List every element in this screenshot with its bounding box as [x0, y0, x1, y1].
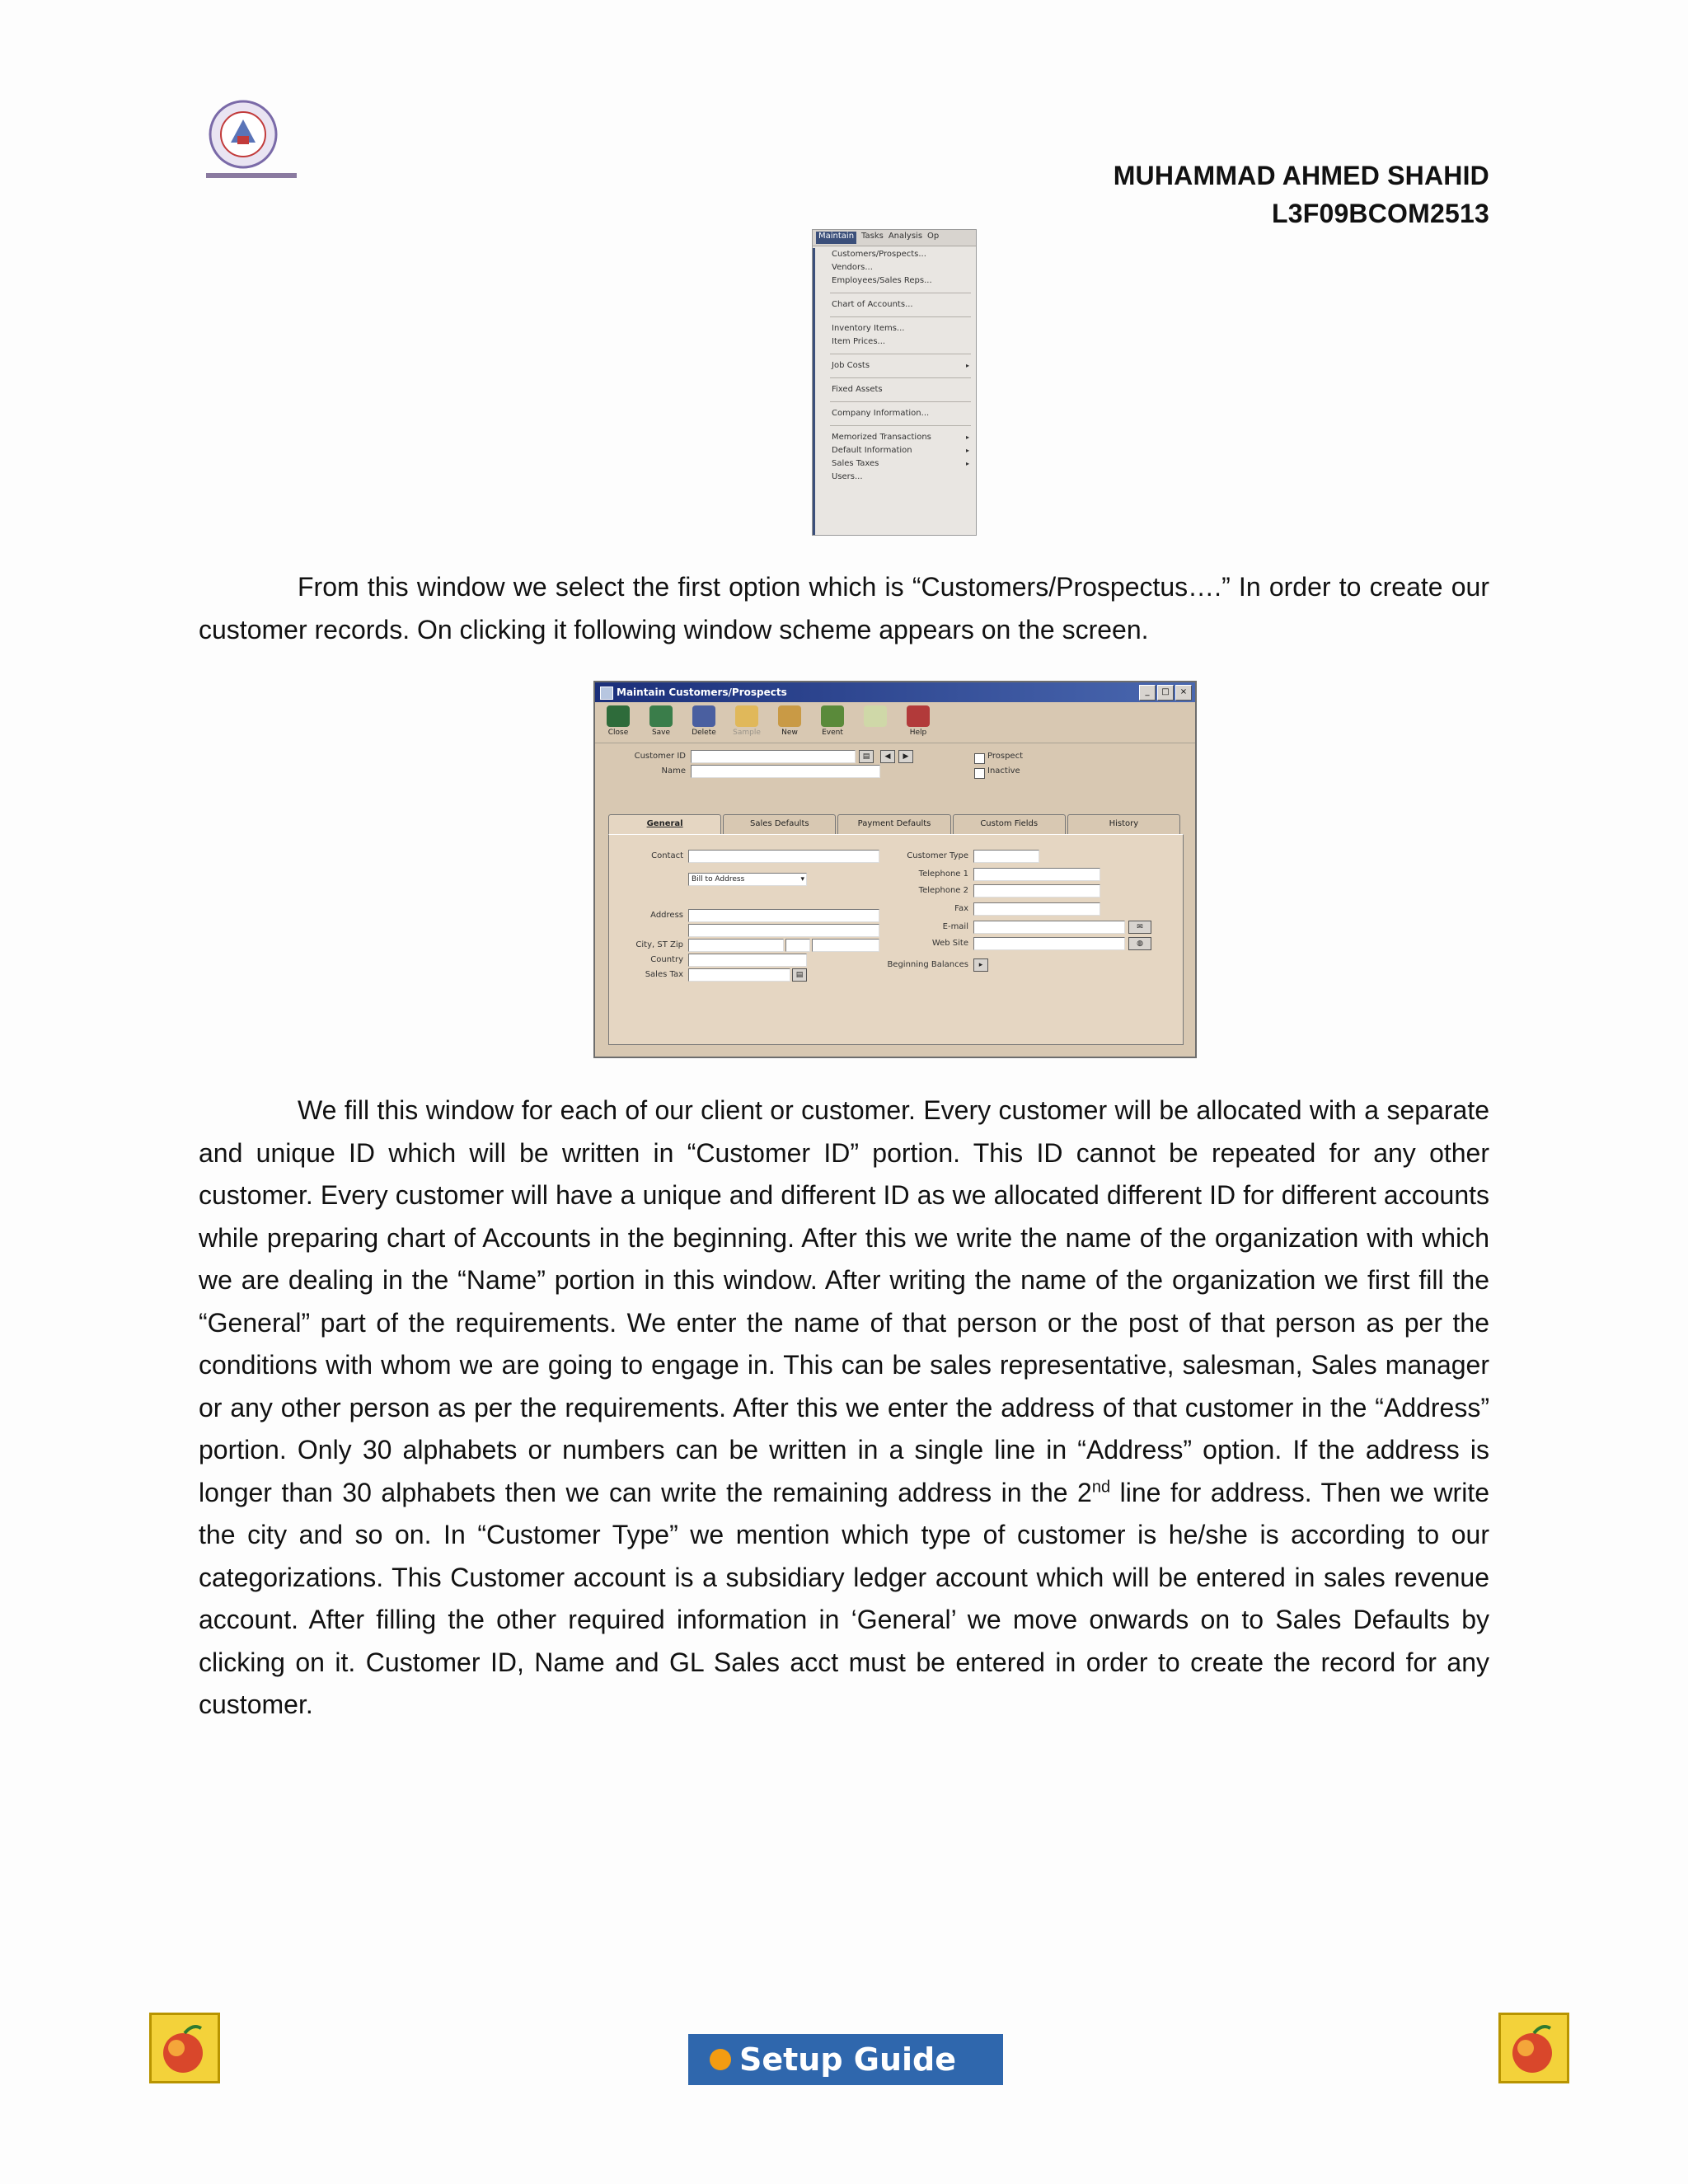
menu-item[interactable]: [815, 248, 976, 261]
tab-sales-defaults[interactable]: Sales Defaults: [723, 814, 836, 834]
toolbar-button[interactable]: [600, 705, 636, 739]
label-website: Web Site: [931, 939, 968, 948]
menu-item-label: Inventory Items...: [832, 324, 905, 333]
author-id: L3F09BCOM2513: [1271, 199, 1489, 228]
toolbar-button[interactable]: [686, 705, 722, 739]
menu-item-label: Customers/Prospects...: [832, 250, 926, 259]
tab-payment-defaults[interactable]: Payment Defaults: [837, 814, 950, 834]
sales-tax-field[interactable]: [688, 968, 790, 982]
city-field[interactable]: [688, 939, 784, 952]
menu-bar-item[interactable]: Maintain: [816, 232, 856, 244]
next-record-icon[interactable]: ▶: [898, 750, 913, 763]
toolbar-label: Close: [607, 729, 629, 737]
fruit-logo-icon-right: [1498, 2013, 1569, 2083]
label-customer-type: Customer Type: [907, 851, 968, 860]
menu-items: [813, 248, 976, 535]
menu-item[interactable]: [815, 261, 976, 274]
menu-item[interactable]: [815, 407, 976, 420]
state-field[interactable]: [785, 939, 810, 952]
label-country: Country: [650, 955, 683, 964]
menu-item[interactable]: [815, 431, 976, 444]
label-address: Address: [650, 911, 683, 920]
toolbar-label: Sample: [733, 729, 761, 737]
label-name: Name: [661, 766, 686, 776]
submenu-arrow-icon: ▸: [965, 434, 969, 441]
menu-bar: [813, 230, 976, 246]
general-tab-panel: [608, 834, 1184, 1045]
submenu-arrow-icon: ▸: [965, 362, 969, 369]
label-telephone1: Telephone 1: [918, 869, 968, 879]
menu-item-label: Job Costs: [832, 361, 870, 370]
author-name: MUHAMMAD AHMED SHAHID: [1113, 161, 1489, 190]
menu-item-label: Default Information: [832, 446, 912, 455]
menu-item-label: Users...: [832, 472, 863, 481]
sales-tax-lookup-icon[interactable]: ▤: [792, 968, 807, 982]
menu-bar-item[interactable]: Analysis: [888, 232, 923, 241]
minimize-icon[interactable]: _: [1139, 685, 1156, 701]
menu-item-label: Employees/Sales Reps...: [832, 276, 932, 285]
menu-separator: [830, 401, 971, 402]
menu-item-label: Fixed Assets: [832, 385, 883, 394]
name-field[interactable]: [691, 765, 880, 778]
label-prospect: Prospect: [987, 752, 1023, 761]
web-browse-icon[interactable]: ◍: [1128, 937, 1151, 950]
bullet-dot-icon: [710, 2049, 731, 2070]
toolbar-label: Delete: [692, 729, 716, 737]
email-send-icon[interactable]: ✉: [1128, 921, 1151, 934]
toolbar-icon: [907, 705, 930, 727]
toolbar-label: New: [781, 729, 798, 737]
menu-item[interactable]: [815, 457, 976, 471]
toolbar-button[interactable]: [900, 705, 936, 739]
toolbar-icon: [649, 705, 673, 727]
menu-item-label: Item Prices...: [832, 337, 886, 346]
menu-item-label: Vendors...: [832, 263, 873, 272]
contact-field[interactable]: [688, 850, 879, 863]
customer-type-field[interactable]: [973, 850, 1039, 863]
country-field[interactable]: [688, 954, 807, 967]
telephone2-field[interactable]: [973, 884, 1100, 898]
menu-bar-item[interactable]: Op: [927, 232, 940, 241]
lookup-icon[interactable]: ▤: [859, 750, 874, 763]
beginning-balances-button[interactable]: ▸: [973, 958, 988, 972]
menu-item[interactable]: [815, 322, 976, 335]
toolbar-icon: [735, 705, 758, 727]
toolbar-icon: [692, 705, 715, 727]
menu-item-label: Company Information...: [832, 409, 930, 418]
author-block: [1114, 157, 1489, 232]
menu-item[interactable]: [815, 359, 976, 373]
faculty-logo: [198, 95, 305, 190]
menu-item-label: Chart of Accounts...: [832, 300, 913, 309]
bill-to-address-select[interactable]: [688, 873, 807, 886]
toolbar-icon: [607, 705, 630, 727]
chevron-down-icon: ▾: [800, 875, 804, 883]
paragraph-explanation: [199, 1090, 1489, 1727]
paragraph-explanation-text-continued: line for address. Then we write the city and so on. In “Customer Type” we mention which type of customer is he/she is according to our categorizations. This Customer account is a subsidiary ledger account which will be entered in sales revenue account. After filling the other required information in ‘General’ we move onwards on to Sales Defaults by clicking on it. Customer ID, Name and GL Sales acct must be entered in order to create the record for any customer.: [199, 1477, 1490, 1719]
maximize-icon[interactable]: □: [1157, 685, 1174, 701]
inactive-checkbox[interactable]: [974, 768, 985, 779]
menu-item[interactable]: [815, 335, 976, 349]
address-line2-field[interactable]: [688, 924, 879, 937]
close-icon[interactable]: ×: [1175, 685, 1192, 701]
menu-item[interactable]: [815, 298, 976, 312]
label-city-st-zip: City, ST Zip: [635, 940, 683, 949]
label-customer-id: Customer ID: [634, 752, 686, 761]
toolbar-label: Save: [651, 729, 671, 737]
paragraph-intro: [199, 566, 1489, 651]
paragraph-explanation-text: We fill this window for each of our client or customer. Every customer will be allocated with a separate and unique ID which will be written in “Customer ID” portion. This ID cannot be repeated for any other customer. Every customer will have a unique and different ID as we allocated different ID for different accounts while preparing chart of Accounts in the beginning. After this we write the name of the organization with which we are dealing in the “Name” portion in this window. After writing the name of the organization we first fill the “General” part of the requirements. We enter the name of that person or the post of that person as per the conditions with whom we are going to engage in. This can be sales representative, salesman, Sales manager or any other person as per the requirements. After this we enter the address of that customer in the “Address” portion. Only 30 alphabets or numbers can be written in a single line in “Address” option. If the address is longer than 30 alphabets then we can write the remaining address in the 2: [199, 1095, 1489, 1507]
window-titlebar: [595, 682, 1195, 702]
fruit-logo-icon-left: [149, 2013, 220, 2083]
toolbar-label: Event: [822, 729, 843, 737]
submenu-arrow-icon: ▸: [965, 460, 969, 467]
window-title: Maintain Customers/Prospects: [617, 687, 787, 698]
tab-strip: [608, 814, 1182, 834]
menu-separator: [830, 377, 971, 378]
label-email: E-mail: [942, 922, 968, 931]
label-telephone2: Telephone 2: [918, 886, 968, 895]
bill-to-address-value: Bill to Address: [692, 875, 745, 883]
zip-field[interactable]: [812, 939, 879, 952]
menu-separator: [830, 425, 971, 426]
toolbar-icon: [864, 705, 887, 727]
tab-general[interactable]: General: [608, 814, 721, 834]
telephone1-field[interactable]: [973, 868, 1100, 881]
window-toolbar: [595, 702, 1195, 743]
fax-field[interactable]: [973, 902, 1100, 916]
customer-id-field[interactable]: [691, 750, 856, 763]
menu-separator: [830, 316, 971, 317]
address-line1-field[interactable]: [688, 909, 879, 922]
toolbar-icon: [821, 705, 844, 727]
label-inactive: Inactive: [987, 766, 1020, 776]
toolbar-label: Help: [909, 729, 927, 737]
setup-guide-label: Setup Guide: [739, 2041, 957, 2078]
menu-item-label: Memorized Transactions: [832, 433, 931, 442]
label-contact: Contact: [651, 851, 683, 860]
window-icon: [600, 687, 613, 700]
menu-item[interactable]: [815, 444, 976, 457]
superscript-nd: nd: [1091, 1477, 1111, 1496]
submenu-arrow-icon: ▸: [965, 447, 969, 454]
tab-custom-fields[interactable]: Custom Fields: [953, 814, 1066, 834]
toolbar-button[interactable]: [857, 705, 893, 739]
website-field[interactable]: [973, 937, 1125, 950]
menu-item[interactable]: [815, 471, 976, 484]
menu-bar-item[interactable]: Tasks: [861, 232, 884, 241]
menu-item[interactable]: [815, 383, 976, 396]
toolbar-icon: [778, 705, 801, 727]
menu-item-label: Sales Taxes: [832, 459, 879, 468]
prev-record-icon[interactable]: ◀: [880, 750, 895, 763]
toolbar-button[interactable]: [771, 705, 808, 739]
setup-guide-banner[interactable]: [688, 2034, 1003, 2085]
toolbar-button[interactable]: [729, 705, 765, 739]
maintain-menu-screenshot: [812, 229, 977, 536]
maintain-customers-window: [593, 681, 1197, 1058]
prospect-checkbox[interactable]: [974, 753, 985, 764]
label-beginning-balances: Beginning Balances: [887, 960, 968, 969]
email-field[interactable]: [973, 921, 1125, 934]
toolbar-button[interactable]: [643, 705, 679, 739]
paragraph-intro-text: From this window we select the first option which is “Customers/Prospectus….” In order to create our customer records. On clicking it following window scheme appears on the screen.: [199, 572, 1489, 644]
label-sales-tax: Sales Tax: [645, 970, 683, 979]
tab-history[interactable]: History: [1067, 814, 1180, 834]
toolbar-button[interactable]: [814, 705, 851, 739]
label-fax: Fax: [954, 904, 968, 913]
menu-item[interactable]: [815, 274, 976, 288]
